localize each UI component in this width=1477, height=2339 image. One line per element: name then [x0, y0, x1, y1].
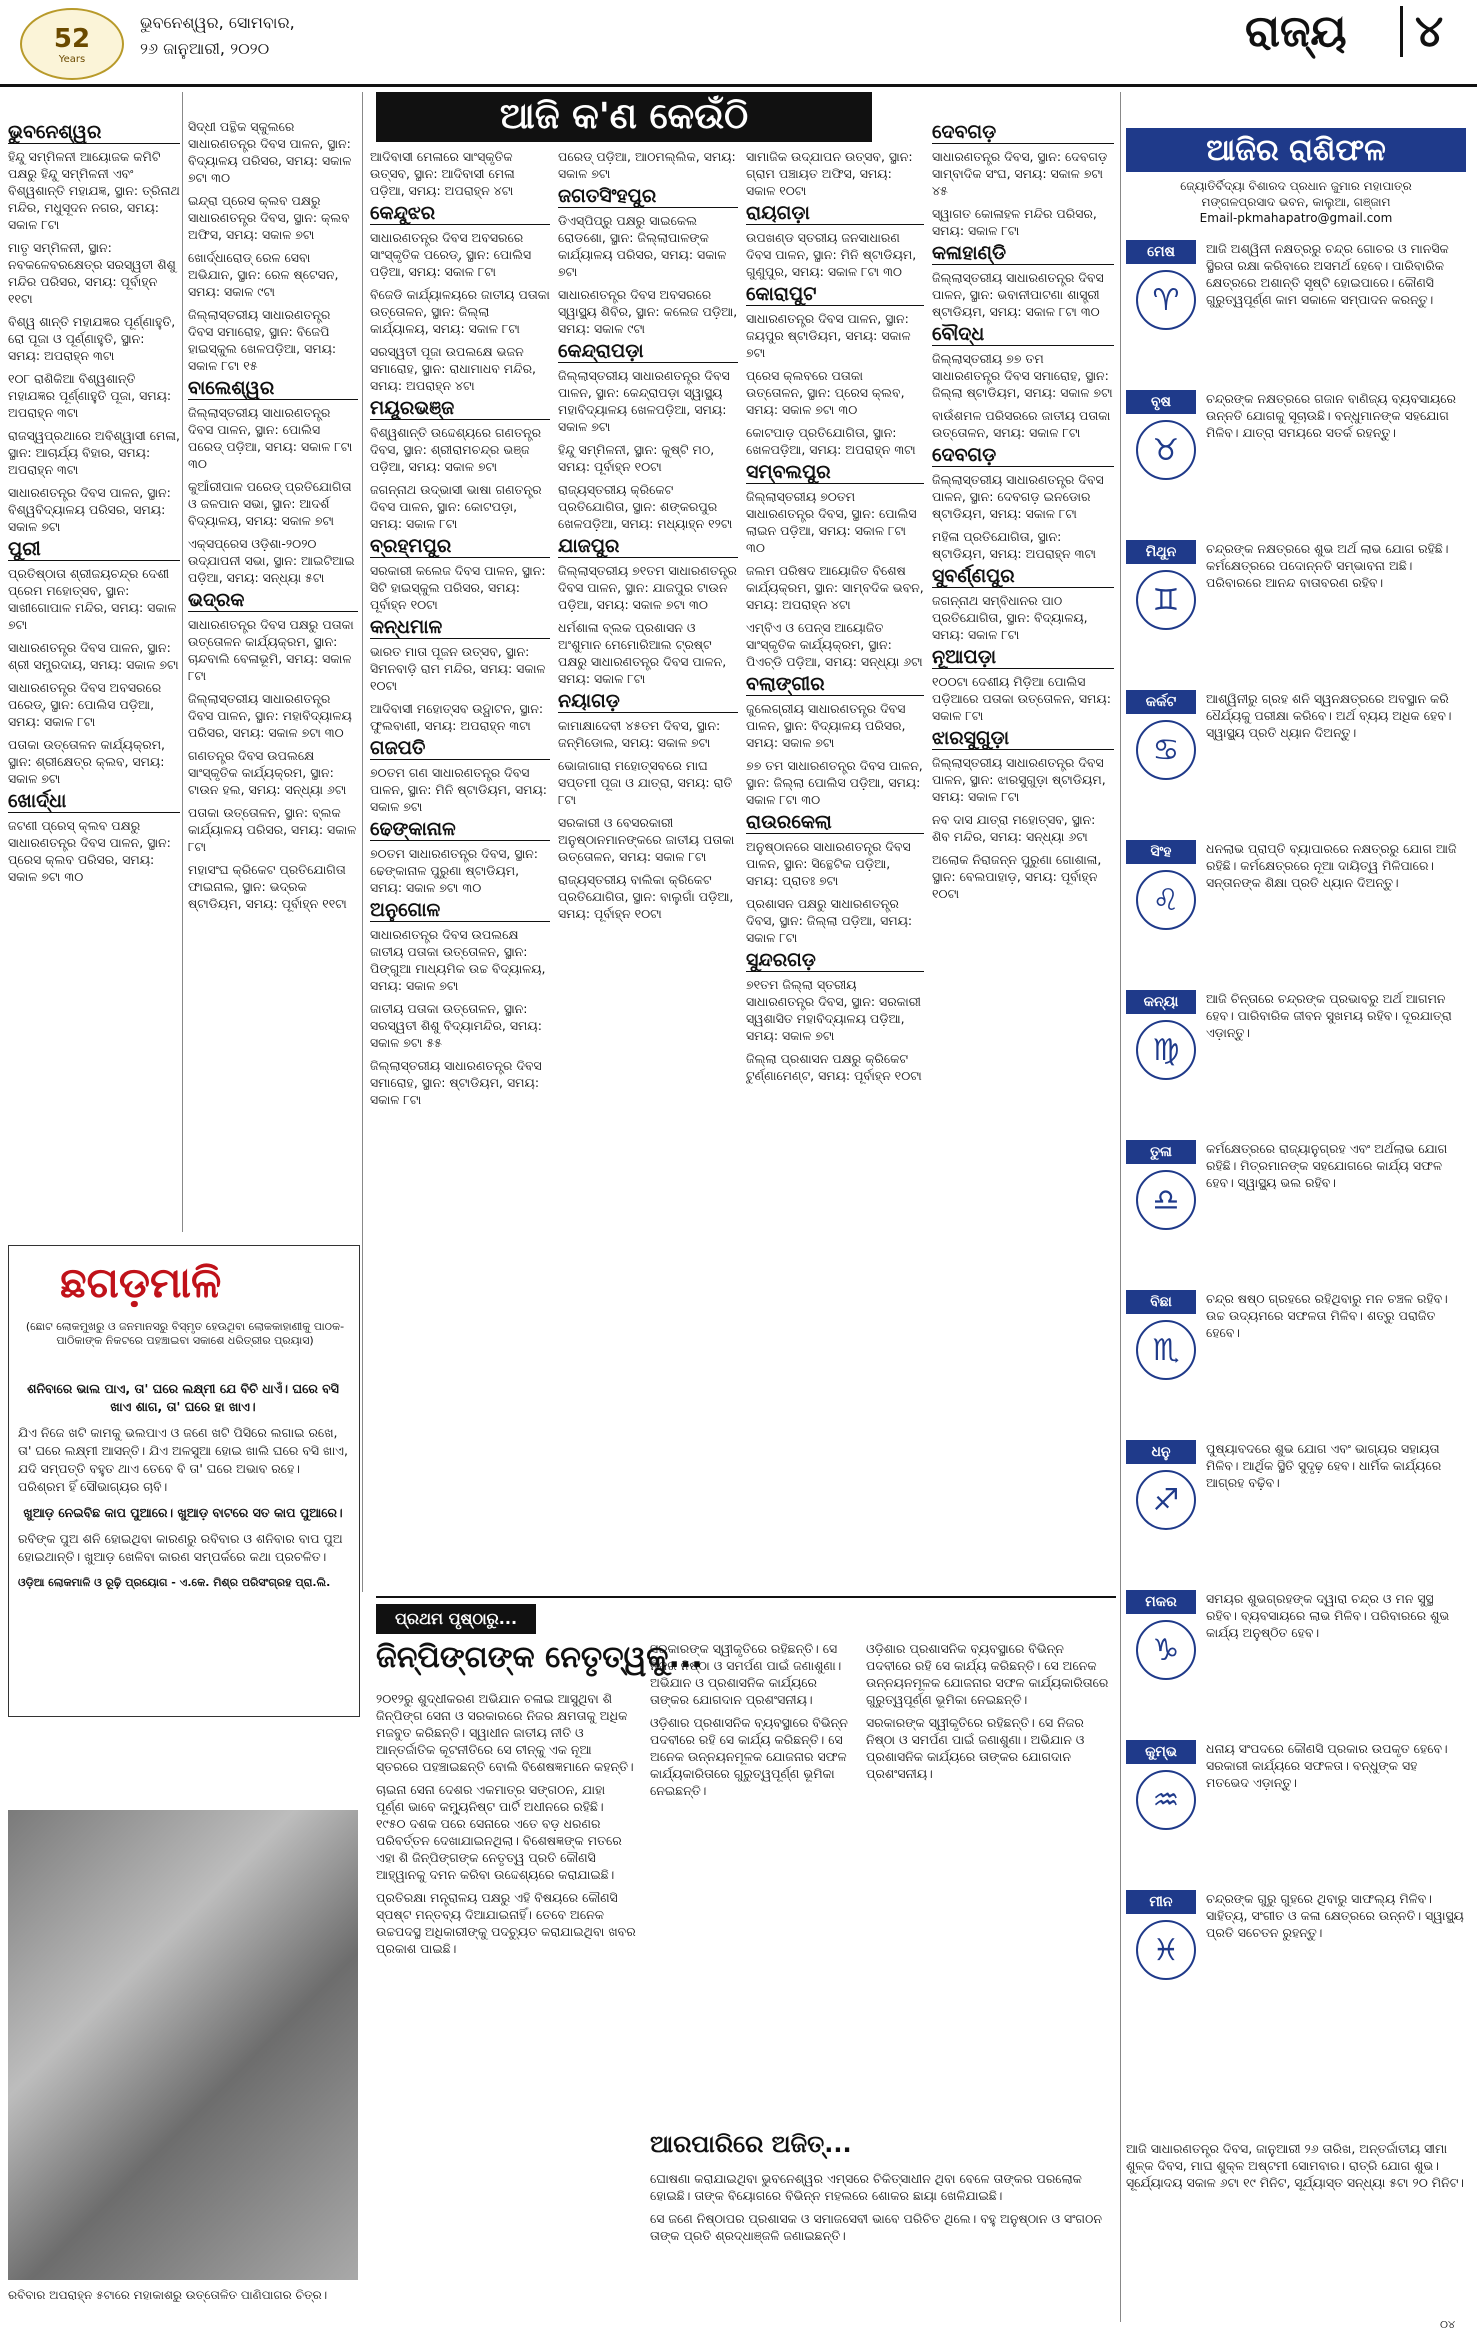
zodiac-symbol-icon: ♏: [1136, 1320, 1196, 1380]
zodiac-symbol-icon: ♈: [1136, 270, 1196, 330]
event-item: ଭାରତ ମାତା ପୂଜନ ଉତ୍ସବ, ସ୍ଥାନ: ସିମନବାଡ଼ି ରାମ ମନ୍ଦିର, ସମୟ: ସକାଳ ୧୦ଟା: [370, 644, 546, 693]
city-heading: ନୟାଗଡ଼: [558, 693, 738, 713]
zodiac-symbol-icon: ♒: [1136, 1770, 1196, 1830]
side-paragraph: ଓଡ଼ିଶାର ପ୍ରଶାସନିକ ବ୍ୟବସ୍ଥାରେ ବିଭିନ୍ନ ପଦବୀରେ ରହି ସେ କାର୍ଯ୍ୟ କରିଛନ୍ତି। ସେ ଅନେକ ଉନ୍ନୟନମୂଳକ ଯୋଜନାର ସଫଳ କାର୍ଯ୍ୟକାରିତାରେ ଗୁରୁତ୍ୱପୂର୍ଣ୍ଣ ଭୂମିକା ନେଇଛନ୍ତି।: [650, 1715, 848, 1798]
zodiac-symbol-icon: ♐: [1136, 1470, 1196, 1530]
event-item: ଜିଲ୍ଲାସ୍ତରୀୟ ସାଧାରଣତନ୍ତ୍ର ଦିବସ ସମାରୋହ, ସ୍ଥାନ: ବିଜେପି ହାଇସ୍କୁଲ ଖେଳପଡ଼ିଆ, ସମୟ: ସକାଳ ୮ଟା ୧୫: [188, 307, 337, 373]
zodiac-entry: [1126, 1140, 1466, 1270]
second-paragraph: ସେ ଜଣେ ନିଷ୍ଠାପର ପ୍ରଶାସକ ଓ ସମାଜସେବୀ ଭାବେ ପରିଚିତ ଥିଲେ। ବହୁ ଅନୁଷ୍ଠାନ ଓ ସଂଗଠନ ତାଙ୍କ ପ୍ରତି ଶ୍ରଦ୍ଧାଞ୍ଜଳି ଜଣାଇଛନ୍ତି।: [650, 2211, 1102, 2243]
zodiac-forecast: ଧନଲାଭ ପ୍ରାପ୍ତି ବ୍ୟାପାରରେ ନକ୍ଷତ୍ରରୁ ଯୋଗ ଆଜି ରହିଛି। କର୍ମକ୍ଷେତ୍ରରେ ନୂଆ ଦାୟିତ୍ୱ ମିଳିପାରେ। ସନ୍ତାନଙ୍କ ଶିକ୍ଷା ପ୍ରତି ଧ୍ୟାନ ଦିଅନ୍ତୁ।: [1206, 841, 1457, 890]
event-item: ଉପଖଣ୍ଡ ସ୍ତରୀୟ ଜନସାଧାରଣ ଦିବସ ପାଳନ, ସ୍ଥାନ: ମିନି ଷ୍ଟାଡିୟମ, ଗୁଣୁପୁର, ସମୟ: ସକାଳ ୮ଟା ୩୦: [746, 230, 917, 279]
event-item: ସିଦ୍ଧୀ ପନ୍ଥିକ ସ୍କୁଲରେ ସାଧାରଣତନ୍ତ୍ର ଦିବସ ପାଳନ, ସ୍ଥାନ: ବିଦ୍ୟାଳୟ ପରିସର, ସମୟ: ସକାଳ ୭ଟା ୩୦: [188, 119, 352, 185]
column-divider: [1120, 92, 1121, 2322]
event-item: ଜଲମ ପରିଷଦ ଆୟୋଜିତ ବିଶେଷ କାର୍ଯ୍ୟକ୍ରମ, ସ୍ଥାନ: ସାମ୍ବଦିକ ଭବନ, ସମୟ: ଅପରାହ୍ନ ୪ଟା: [746, 563, 924, 612]
city-heading: କୋରାପୁଟ: [746, 286, 924, 306]
cartoon-body: [18, 1380, 348, 1592]
column-divider: [182, 92, 183, 1232]
zodiac-name: ମୀନ: [1126, 1890, 1196, 1914]
cartoon-credit: ଓଡ଼ିଆ ଲୋକମାଳି ଓ ରୂଢ଼ି ପ୍ରୟୋଗ - ଏ.କେ. ମିଶ୍ର ପରିସଂଗ୍ରହ ପ୍ରା.ଲି.: [18, 1576, 331, 1589]
zodiac-name: କର୍କଟ: [1126, 690, 1196, 714]
city-heading: ସୁବର୍ଣ୍ଣପୁର: [932, 568, 1114, 588]
city-heading: ଅନୁଗୋଳ: [370, 902, 550, 922]
event-item: ପତାକା ଉତ୍ତୋଳନ କାର୍ଯ୍ୟକ୍ରମ, ସ୍ଥାନ: ଶ୍ରୀକ୍ଷେତ୍ର କ୍ଲବ, ସମୟ: ସକାଳ ୭ଟା: [8, 737, 166, 786]
event-item: ସାଧାରଣତନ୍ତ୍ର ଦିବସ, ସ୍ଥାନ: ଦେବଗଡ଼ ସାମ୍ବାଦିକ ସଂଘ, ସମୟ: ସକାଳ ୭ଟା ୪୫: [932, 149, 1108, 198]
city-heading: ଖୋର୍ଦ୍ଧା: [8, 793, 180, 813]
event-item: ମାତୃ ସମ୍ମିଳନୀ, ସ୍ଥାନ: ନବକଳେବରକ୍ଷେତ୍ର ସରସ୍ୱତୀ ଶିଶୁ ମନ୍ଦିର ପରିସର, ସମୟ: ପୂର୍ବାହ୍ନ ୧୧ଟା: [8, 240, 176, 306]
zodiac-symbol-icon: ♍: [1136, 1020, 1196, 1080]
event-item: ଜିଲ୍ଲାସ୍ତରୀୟ ସାଧାରଣତନ୍ତ୍ର ଦିବସ ପାଳନ, ସ୍ଥାନ: ଭବାନୀପାଟଣା ଶାସ୍ତ୍ରୀ ଷ୍ଟାଡିୟମ, ସମୟ: ସକାଳ ୮ଟା ୩୦: [932, 270, 1104, 319]
event-item: ୭୭ ତମ ସାଧାରଣତନ୍ତ୍ର ଦିବସ ପାଳନ, ସ୍ଥାନ: ଜିଲ୍ଲା ପୋଲିସ ପଡ଼ିଆ, ସମୟ: ସକାଳ ୮ଟା ୩୦: [746, 758, 923, 807]
zodiac-entry: [1126, 1590, 1466, 1720]
story-paragraph: ୨୦୧୨ରୁ ଶୁଦ୍ଧୀକରଣ ଅଭିଯାନ ଚଳାଇ ଆସୁଥିବା ଶି ଜିନ୍‌ପିଙ୍ଗ ସେନା ଓ ସରକାରରେ ନିଜର କ୍ଷମତାକୁ ଅଧିକ ମଜବୁତ କରିଛନ୍ତି। ସ୍ୱାଧୀନ ଜାତୀୟ ନୀତି ଓ ଆନ୍ତର୍ଜାତିକ କୂଟନୀତିରେ ସେ ଚୀନ୍‌କୁ ଏକ ନୂଆ ସ୍ତରରେ ପହଞ୍ଚାଇଛନ୍ତି ବୋଲି ବିଶେଷଜ୍ଞମାନେ କହନ୍ତି।: [376, 1691, 634, 1774]
event-item: ଜିଲ୍ଲାସ୍ତରୀୟ ୭୭ ତମ ସାଧାରଣତନ୍ତ୍ର ଦିବସ ସମାରୋହ, ସ୍ଥାନ: ଜିଲ୍ଲା ଷ୍ଟାଡିୟମ, ସମୟ: ସକାଳ ୭ଟା: [932, 351, 1113, 400]
event-item: ସାଧାରଣତନ୍ତ୍ର ଦିବସ ଅବସରରେ ସାଂସ୍କୃତିକ ପରେଡ୍, ସ୍ଥାନ: ପୋଲିସ ପଡ଼ିଆ, ସମୟ: ସକାଳ ୮ଟା: [370, 230, 532, 279]
event-item: ଜଟଣୀ ପ୍ରେସ୍ କ୍ଲବ ପକ୍ଷରୁ ସାଧାରଣତନ୍ତ୍ର ଦିବସ ପାଳନ, ସ୍ଥାନ: ପ୍ରେସ କ୍ଲବ ପରିସର, ସମୟ: ସକାଳ ୭ଟା ୩୦: [8, 818, 171, 884]
event-item: ରାଜସ୍ୱପ୍ରଥାରେ ଅବିଶ୍ୱାସୀ ମେଳା, ସ୍ଥାନ: ଆଚାର୍ଯ୍ୟ ବିହାର, ସମୟ: ଅପରାହ୍ନ ୩ଟା: [8, 428, 180, 477]
cartoon-title: ଛଗଡ଼ମାଳି: [60, 1258, 222, 1307]
event-item: ଜିଲ୍ଲାସ୍ତରୀୟ ସାଧାରଣତନ୍ତ୍ର ଦିବସ ପାଳନ, ସ୍ଥାନ: ଝାରସୁଗୁଡ଼ା ଷ୍ଟାଡିୟମ, ସମୟ: ସକାଳ ୮ଟା: [932, 755, 1106, 804]
events-column: [8, 118, 180, 1228]
event-item: ଜାତୀୟ ପତାକା ଉତ୍ତୋଳନ, ସ୍ଥାନ: ସରସ୍ୱତୀ ଶିଶୁ ବିଦ୍ୟାମନ୍ଦିର, ସମୟ: ସକାଳ ୭ଟା ୫୫: [370, 1001, 542, 1050]
zodiac-forecast: ପୁଷ୍ୟାବଦରେ ଶୁଭ ଯୋଗ ଏବଂ ଭାଗ୍ୟର ସହାୟତା ମିଳିବ। ଆର୍ଥିକ ସ୍ଥିତି ସୁଦୃଢ଼ ହେବ। ଧାର୍ମିକ କାର୍ଯ୍ୟରେ ଆଗ୍ରହ ବଢ଼ିବ।: [1206, 1441, 1442, 1490]
date-line-1: ଭୁବନେଶ୍ୱର, ସୋମବାର,: [140, 13, 295, 32]
event-item: ସାଧାରଣତନ୍ତ୍ର ଦିବସ ପାଳନ, ସ୍ଥାନ: ଶ୍ରୀ ସମ୍ପ୍ରଦାୟ, ସମୟ: ସକାଳ ୭ଟା: [8, 640, 179, 672]
zodiac-forecast: ଚନ୍ଦ୍ର ଷଷ୍ଠ ଗ୍ରହରେ ରହିଥିବାରୁ ମନ ଚଞ୍ଚଳ ରହିବ। ଉଚ୍ଚ ଉଦ୍ୟମରେ ସଫଳତା ମିଳିବ। ଶତ୍ରୁ ପରାଜିତ ହେବେ।: [1206, 1291, 1448, 1340]
event-item: ପ୍ରେସ କ୍ଲବରେ ପତାକା ଉତ୍ତୋଳନ, ସ୍ଥାନ: ପ୍ରେସ କ୍ଲବ, ସମୟ: ସକାଳ ୭ଟା ୩୦: [746, 368, 905, 417]
city-heading: ଦେବଗଡ଼: [932, 124, 1114, 144]
event-item: ସରକାରୀ ଓ ବେସରକାରୀ ଅନୁଷ୍ଠାନମାନଙ୍କରେ ଜାତୀୟ ପତାକା ଉତ୍ତୋଳନ, ସମୟ: ସକାଳ ୮ଟା: [558, 815, 735, 864]
event-item: ସାଧାରଣତନ୍ତ୍ର ଦିବସ ଅବସରରେ ପରେଡ୍, ସ୍ଥାନ: ପୋଲିସ ପଡ଼ିଆ, ସମୟ: ସକାଳ ୮ଟା: [8, 680, 162, 729]
zodiac-name: ମେଷ: [1126, 240, 1196, 264]
side-story-column: [650, 1640, 850, 2120]
zodiac-name: ବିଛା: [1126, 1290, 1196, 1314]
zodiac-symbol-icon: ♋: [1136, 720, 1196, 780]
zodiac-forecast: ସମୟର ଶୁଭଗ୍ରହଙ୍କ ଦ୍ୱାରା ଚନ୍ଦ୍ର ଓ ମନ ସୁସ୍ଥ ରହିବ। ବ୍ୟବସାୟରେ ଲାଭ ମିଳିବ। ପରିବାରରେ ଶୁଭ କାର୍ଯ୍ୟ ଅନୁଷ୍ଠିତ ହେବ।: [1206, 1591, 1450, 1640]
logo-text: Years: [58, 53, 86, 65]
city-heading: କନ୍ଧମାଳ: [370, 619, 550, 639]
rashifal-title: ଆଜିର ରାଶିଫଳ: [1126, 128, 1466, 172]
event-item: ଜିଲ୍ଲାସ୍ତରୀୟ ୭୧ତମ ସାଧାରଣତନ୍ତ୍ର ଦିବସ ପାଳନ, ସ୍ଥାନ: ଯାଜପୁର ଟାଉନ ପଡ଼ିଆ, ସମୟ: ସକାଳ ୭ଟା ୩୦: [558, 563, 737, 612]
event-item: ଜୁଲେଗ୍ରୀୟ ସାଧାରଣତନ୍ତ୍ର ଦିବସ ପାଳନ, ସ୍ଥାନ: ବିଦ୍ୟାଳୟ ପରିସର, ସମୟ: ସକାଳ ୭ଟା: [746, 701, 906, 750]
city-heading: ରାଉରକେଲା: [746, 814, 924, 834]
event-item: ଖୋର୍ଦ୍ଧାରୋଡ୍ ରେଳ ସେବା ଅଭିଯାନ, ସ୍ଥାନ: ରେଳ ଷ୍ଟେସନ, ସମୟ: ସକାଳ ୯ଟା: [188, 250, 339, 299]
city-heading: ରାୟଗଡ଼ା: [746, 205, 924, 225]
event-item: ରାଜ୍ୟସ୍ତରୀୟ ବାଲିକା କ୍ରିକେଟ ପ୍ରତିଯୋଗିତା, ସ୍ଥାନ: ବାଲୁଗାଁ ପଡ଼ିଆ, ସମୟ: ପୂର୍ବାହ୍ନ ୧୦ଟା: [558, 872, 734, 921]
city-heading: ଗଜପତି: [370, 740, 550, 760]
zodiac-name: ମିଥୁନ: [1126, 540, 1196, 564]
event-item: ମହାସଂଘ କ୍ରିକେଟ ପ୍ରତିଯୋଗିତା ଫାଇନାଲ, ସ୍ଥାନ: ଭଦ୍ରକ ଷ୍ଟାଡିୟମ, ସମୟ: ପୂର୍ବାହ୍ନ ୧୧ଟା: [188, 862, 347, 911]
event-item: ପରେଡ୍ ପଡ଼ିଆ, ଆଠମଲ୍ଲିକ, ସମୟ: ସକାଳ ୭ଟା: [558, 149, 736, 181]
rashifal-byline: [1126, 178, 1466, 226]
event-item: ଜିଲ୍ଲାସ୍ତରୀୟ ସାଧାରଣତନ୍ତ୍ର ଦିବସ ପାଳନ, ସ୍ଥାନ: କେନ୍ଦ୍ରାପଡ଼ା ସ୍ୱାସ୍ଥ୍ୟ ମହାବିଦ୍ୟାଳୟ ଖେଳପଡ଼ିଆ, ସମୟ: ସକାଳ ୭ଟା: [558, 368, 730, 434]
side-paragraph: ସରକାରଙ୍କ ସ୍ୱୀକୃତିରେ ରହିଛନ୍ତି। ସେ ନିଜର ନିଷ୍ଠା ଓ ସମର୍ପଣ ପାଇଁ ଜଣାଶୁଣା। ଅଭିଯାନ ଓ ପ୍ରଶାସନିକ କାର୍ଯ୍ୟରେ ତାଙ୍କର ଯୋଗଦାନ ପ୍ରଶଂସନୀୟ।: [866, 1715, 1085, 1781]
zodiac-forecast: ଧନାୟ ସଂପଦରେ କୌଣସି ପ୍ରକାର ଉପକୃତ ହେବେ। ସରକାରୀ କାର୍ଯ୍ୟରେ ସଫଳତା। ବନ୍ଧୁଙ୍କ ସହ ମତଭେଦ ଏଡ଼ାନ୍ତୁ।: [1206, 1741, 1448, 1790]
city-heading: ଝାରସୁଗୁଡ଼ା: [932, 730, 1114, 750]
event-item: କୋଟପାଡ଼ ପ୍ରତିଯୋଗିତା, ସ୍ଥାନ: ଖେଳପଡ଼ିଆ, ସମୟ: ଅପରାହ୍ନ ୩ଟା: [746, 425, 916, 457]
city-heading: ସୁନ୍ଦରଗଡ଼: [746, 952, 924, 972]
story-paragraph: ପ୍ରତିରକ୍ଷା ମନ୍ତ୍ରାଳୟ ପକ୍ଷରୁ ଏହି ବିଷୟରେ କୌଣସି ସ୍ପଷ୍ଟ ମନ୍ତବ୍ୟ ଦିଆଯାଇନାହିଁ। ତେବେ ଅନେକ ଉଚ୍ଚପଦସ୍ଥ ଅଧିକାରୀଙ୍କୁ ପଦଚ୍ୟୁତ କରାଯାଇଥିବା ଖବର ପ୍ରକାଶ ପାଇଛି।: [376, 1890, 636, 1956]
cartoon-text: ଯିଏ ନିଜେ ଖଟି କାମକୁ ଭଲପାଏ ଓ ଜଣେ ଖଟି ପିସିରେ ଲଗାଇ ରଖେ, ତା' ଘରେ ଲକ୍ଷ୍ମୀ ଆସନ୍ତି। ଯିଏ ଅଳସୁଆ ହୋଇ ଖାଲି ଘରେ ବସି ଖାଏ, ଯଦି ସମ୍ପତ୍ତି ବହୁତ ଥାଏ ତେବେ ବି ତା' ଘରେ ଅଭାବ ରହେ। ପରିଶ୍ରମ ହିଁ ସୌଭାଗ୍ୟର ଚାବି।: [18, 1425, 348, 1494]
event-item: ସରକାରୀ କଲେଜ ଦିବସ ପାଳନ, ସ୍ଥାନ: ସିଟି ହାଇସ୍କୁଲ ପରିସର, ସମୟ: ପୂର୍ବାହ୍ନ ୧୦ଟା: [370, 563, 546, 612]
event-item: ରାଜ୍ୟସ୍ତରୀୟ କ୍ରିକେଟ ପ୍ରତିଯୋଗିତା, ସ୍ଥାନ: ଶଙ୍କରପୁର ଖେଳପଡ଼ିଆ, ସମୟ: ମଧ୍ୟାହ୍ନ ୧୨ଟା: [558, 482, 733, 531]
zodiac-forecast: ଚନ୍ଦ୍ରଙ୍କ ନକ୍ଷତ୍ରରେ ଶୁଭ ଅର୍ଥ ଲାଭ ଯୋଗ ରହିଛି। କର୍ମକ୍ଷେତ୍ରରେ ପଦୋନ୍ନତି ସମ୍ଭାବନା ଅଛି। ପରିବାରରେ ଆନନ୍ଦ ବାତାବରଣ ରହିବ।: [1206, 541, 1449, 590]
zodiac-entry: [1126, 690, 1466, 820]
event-item: ଜଗନ୍ନାଥ ସମ୍ବିଧାନର ପାଠ ପ୍ରତିଯୋଗିତା, ସ୍ଥାନ: ବିଦ୍ୟାଳୟ, ସମୟ: ସକାଳ ୮ଟା: [932, 593, 1088, 642]
city-heading: ଦେବଗଡ଼: [932, 447, 1114, 467]
event-item: ଜିଲ୍ଲାସ୍ତରୀୟ ସାଧାରଣତନ୍ତ୍ର ଦିବସ ପାଳନ, ସ୍ଥାନ: ଦେବଗଡ଼ ଇନଡୋର ଷ୍ଟାଡିୟମ, ସମୟ: ସକାଳ ୮ଟା: [932, 472, 1104, 521]
event-item: ସାଧାରଣତନ୍ତ୍ର ଦିବସ ପାଳନ, ସ୍ଥାନ: ଜୟପୁର ଷ୍ଟାଡିୟମ, ସମୟ: ସକାଳ ୭ଟା: [746, 311, 911, 360]
zodiac-entry: [1126, 990, 1466, 1120]
event-item: ଏମ୍ବିଏ ଓ ପେନ୍ସ ଆୟୋଜିତ ସାଂସ୍କୃତିକ କାର୍ଯ୍ୟକ୍ରମ, ସ୍ଥାନ: ପିଏଚ୍ଡି ପଡ଼ିଆ, ସମୟ: ସନ୍ଧ୍ୟା ୬ଟା: [746, 620, 923, 669]
city-heading: ସମ୍ବଲପୁର: [746, 464, 924, 484]
event-item: ମହିଳା ପ୍ରତିଯୋଗିତା, ସ୍ଥାନ: ଷ୍ଟାଡିୟମ, ସମୟ: ଅପରାହ୍ନ ୩ଟା: [932, 529, 1096, 561]
city-heading: ଭଦ୍ରକ: [188, 592, 358, 612]
event-item: ବିଶ୍ୱ ଶାନ୍ତି ମହାଯଜ୍ଞର ପୂର୍ଣ୍ଣାହୁତି, ରୋ ପୂଜା ଓ ପୂର୍ଣ୍ଣାହୁତି, ସ୍ଥାନ: ସମୟ: ଅପରାହ୍ନ ୩ଟା: [8, 314, 176, 363]
event-item: ଜିଲ୍ଲାସ୍ତରୀୟ ୭୦ତମ ସାଧାରଣତନ୍ତ୍ର ଦିବସ, ସ୍ଥାନ: ପୋଲିସ ଲାଇନ ପଡ଼ିଆ, ସମୟ: ସକାଳ ୮ଟା ୩୦: [746, 489, 917, 555]
column-divider: [362, 92, 363, 1592]
event-item: ସାଧାରଣତନ୍ତ୍ର ଦିବସ ଉପଲକ୍ଷେ ଜାତୀୟ ପତାକା ଉତ୍ତୋଳନ, ସ୍ଥାନ: ପିଙ୍ଗୁଆ ମାଧ୍ୟମିକ ଉଚ୍ଚ ବିଦ୍ୟାଳୟ, ସମୟ: ସକାଳ ୭ଟା: [370, 927, 546, 993]
satellite-weather-image: [8, 1810, 358, 2280]
zodiac-name: କନ୍ୟା: [1126, 990, 1196, 1014]
zodiac-entry: [1126, 390, 1466, 520]
cartoon-text-2: ରବିଙ୍କ ପୁଅ ଶନି ହୋଇଥିବା କାରଣରୁ ରବିବାର ଓ ଶନିବାର ବାପ ପୁଅ ହୋଇଥାନ୍ତି। ଖୁଆଡ଼ ଖେଳିବା କାରଣ ସମ୍ପର୍କରେ କଥା ପ୍ରଚଳିତ।: [18, 1531, 343, 1564]
event-item: ଅନୁଷ୍ଠାନରେ ସାଧାରଣତନ୍ତ୍ର ଦିବସ ପାଳନ, ସ୍ଥାନ: ସିନ୍ଥେଟିକ ପଡ଼ିଆ, ସମୟ: ପ୍ରାତଃ ୭ଟା: [746, 839, 911, 888]
event-item: ବାଉଁଶମଳ ପରିସରରେ ଜାତୀୟ ପତାକା ଉତ୍ତୋଳନ, ସମୟ: ସକାଳ ୮ଟା: [932, 408, 1111, 440]
zodiac-symbol-icon: ♌: [1136, 870, 1196, 930]
city-heading: କେନ୍ଦ୍ରାପଡ଼ା: [558, 343, 738, 363]
zodiac-entry: [1126, 840, 1466, 970]
event-item: କାମାକ୍ଷାଦେବୀ ୪୫ତମ ଦିବସ, ସ୍ଥାନ: ଜନ୍ମିଡୋଲ, ସମୟ: ସକାଳ ୭ଟା: [558, 718, 721, 750]
city-heading: ବୌଦ୍ଧ: [932, 326, 1114, 346]
zodiac-entry: [1126, 1740, 1466, 1870]
event-item: ଜିଲ୍ଲାସ୍ତରୀୟ ସାଧାରଣତନ୍ତ୍ର ଦିବସ ସମାରୋହ, ସ୍ଥାନ: ଷ୍ଟାଡିୟମ, ସମୟ: ସକାଳ ୮ଟା: [370, 1058, 542, 1107]
zodiac-entry: [1126, 240, 1466, 370]
city-heading: ଭୁବନେଶ୍ୱର: [8, 124, 180, 144]
side-paragraph: ସରକାରଙ୍କ ସ୍ୱୀକୃତିରେ ରହିଛନ୍ତି। ସେ ନିଜର ନିଷ୍ଠା ଓ ସମର୍ପଣ ପାଇଁ ଜଣାଶୁଣା। ଅଭିଯାନ ଓ ପ୍ରଶାସନିକ କାର୍ଯ୍ୟରେ ତାଙ୍କର ଯୋଗଦାନ ପ୍ରଶଂସନୀୟ।: [650, 1641, 842, 1707]
zodiac-forecast: ଚନ୍ଦ୍ରଙ୍କ ଗୁରୁ ଗୁହରେ ଥିବାରୁ ସାଫଲ୍ୟ ମିଳିବ। ସାହିତ୍ୟ, ସଂଗୀତ ଓ କଳା କ୍ଷେତ୍ରରେ ଉନ୍ନତି। ସ୍ୱାସ୍ଥ୍ୟ ପ୍ରତି ସଚେତନ ରୁହନ୍ତୁ।: [1206, 1891, 1464, 1940]
story-headline: ଜିନ୍‌ପିଙ୍ଗଙ୍କ ନେତୃତ୍ୱକୁ...: [376, 1640, 703, 1675]
byline-name: ଜ୍ୟୋତିର୍ବିଦ୍ୟା ବିଶାରଦ ପ୍ରଧାନ ଜୁମାର ମହାପାତ୍ର: [1180, 179, 1412, 193]
events-column: [746, 148, 924, 1558]
event-item: ୧୦୦ଟା ଦେଶୀୟ ମିଡ଼ିଆ ପୋଲିସ ପଡ଼ିଆରେ ପତାକା ଉତ୍ତୋଳନ, ସମୟ: ସକାଳ ୮ଟା: [932, 674, 1111, 723]
zodiac-symbol-icon: ♎: [1136, 1170, 1196, 1230]
byline-address: ମଙ୍ଗଳପ୍ରସାଦ ଭବନ, କାଲୁଆ, ଗଞ୍ଜାମ: [1201, 195, 1391, 209]
city-heading: ଢେଙ୍କାନାଳ: [370, 821, 550, 841]
zodiac-entry: [1126, 1290, 1466, 1420]
event-item: ସାଧାରଣତନ୍ତ୍ର ଦିବସ ପାଳନ, ସ୍ଥାନ: ବିଶ୍ୱବିଦ୍ୟାଳୟ ପରିସର, ସମୟ: ସକାଳ ୭ଟା: [8, 485, 171, 534]
event-item: ଏକ୍ସପ୍ରେସ ଓଡ଼ିଶା-୨୦୨୦ ଉଦ୍ଯାପନୀ ସଭା, ସ୍ଥାନ: ଆଇଟିଆଇ ପଡ଼ିଆ, ସମୟ: ସନ୍ଧ୍ୟା ୫ଟା: [188, 536, 355, 585]
event-item: ଡିଏସ୍ପିପ୍ରୁ ପକ୍ଷରୁ ସାଇକେଲ ରୋଡଶୋ, ସ୍ଥାନ: ଜିଲ୍ଲାପାଳଙ୍କ କାର୍ଯ୍ୟାଳୟ ପରିସର, ସମୟ: ସକାଳ ୭ଟା: [558, 213, 727, 279]
zodiac-name: ମକର: [1126, 1590, 1196, 1614]
event-item: ଧର୍ମଶାଳା ବ୍ଲକ ପ୍ରଶାସନ ଓ ଅଂଶୁମାନ ମେମୋରିଆଲ ଟ୍ରଷ୍ଟ ପକ୍ଷରୁ ସାଧାରଣତନ୍ତ୍ର ଦିବସ ପାଳନ, ସମୟ: ସକାଳ ୮ଟା: [558, 620, 727, 686]
section-title: ରାଜ୍ୟ: [1245, 6, 1347, 57]
second-story-column: [650, 2170, 1110, 2310]
event-item: ଭୋଜାଗାରା ମହୋତ୍ସବରେ ମାଘ ସପ୍ତମୀ ପୂଜା ଓ ଯାତ୍ରା, ସମୟ: ରାତି ୮ଟା: [558, 758, 733, 807]
city-heading: ପୁରୀ: [8, 541, 180, 561]
side-story-column-2: [866, 1640, 1112, 2120]
event-item: ଜିଲ୍ଲାସ୍ତରୀୟ ସାଧାରଣତନ୍ତ୍ର ଦିବସ ପାଳନ, ସ୍ଥାନ: ମହାବିଦ୍ୟାଳୟ ପରିସର, ସମୟ: ସକାଳ ୭ଟା ୩୦: [188, 691, 352, 740]
header-rule: [0, 84, 1477, 87]
zodiac-name: କୁମ୍ଭ: [1126, 1740, 1196, 1764]
event-item: ଆଦିବାସୀ ମେଳାରେ ସାଂସ୍କୃତିକ ଉତ୍ସବ, ସ୍ଥାନ: ଆଦିବାସୀ ମେଳା ପଡ଼ିଆ, ସମୟ: ଅପରାହ୍ନ ୪ଟା: [370, 149, 515, 198]
event-item: ସାଧାରଣତନ୍ତ୍ର ଦିବସ ଅବସରରେ ସ୍ୱାସ୍ଥ୍ୟ ଶିବିର, ସ୍ଥାନ: କଲେଜ ପଡ଼ିଆ, ସମୟ: ସକାଳ ୯ଟା: [558, 287, 738, 336]
event-item: ଇନ୍ଦ୍ରା ପ୍ରେସ କ୍ଲବ ପକ୍ଷରୁ ସାଧାରଣତନ୍ତ୍ର ଦିବସ, ସ୍ଥାନ: କ୍ଲବ ଅଫିସ, ସମୟ: ସକାଳ ୭ଟା: [188, 193, 350, 242]
newspaper-logo: [20, 8, 124, 80]
event-item: କୁଆଁରୀପାଳ ପରେଡ୍ ପ୍ରତିଯୋଗିତା ଓ ଜଳପାନ ସଭା, ସ୍ଥାନ: ଆଦର୍ଶ ବିଦ୍ୟାଳୟ, ସମୟ: ସକାଳ ୭ଟା: [188, 479, 352, 528]
zodiac-forecast: କର୍ମକ୍ଷେତ୍ରରେ ରାଜ୍ୟାନୁଗ୍ରହ ଏବଂ ଅର୍ଥଲାଭ ଯୋଗ ରହିଛି। ମିତ୍ରମାନଙ୍କ ସହଯୋଗରେ କାର୍ଯ୍ୟ ସଫଳ ହେବ। ସ୍ୱାସ୍ଥ୍ୟ ଭଲ ରହିବ।: [1206, 1141, 1448, 1190]
zodiac-symbol-icon: ♑: [1136, 1620, 1196, 1680]
zodiac-name: ସିଂହ: [1126, 840, 1196, 864]
event-item: ବିଜେଡି କାର୍ଯ୍ୟାଳୟରେ ଜାତୀୟ ପତାକା ଉତ୍ତୋଳନ, ସ୍ଥାନ: ଜିଲ୍ଲା କାର୍ଯ୍ୟାଳୟ, ସମୟ: ସକାଳ ୮ଟା: [370, 287, 550, 336]
byline-email: Email-pkmahapatro@gmail.com: [1199, 211, 1393, 225]
events-column: [558, 148, 738, 1558]
page-number: ୪: [1400, 6, 1477, 57]
zodiac-entry: [1126, 1890, 1466, 2020]
city-heading: ଯାଜପୁର: [558, 538, 738, 558]
event-item: ପ୍ରତିଷ୍ଠାତା ଶ୍ରୀଜୟଚନ୍ଦ୍ର ଦେଶୀ ପ୍ରେମ ମହୋତ୍ସବ, ସ୍ଥାନ: ସାଖୀଗୋପାଳ ମନ୍ଦିର, ସମୟ: ସକାଳ ୭ଟା: [8, 566, 177, 632]
zodiac-name: ବୃଷ: [1126, 390, 1196, 414]
event-item: ଜିଲ୍ଲା ପ୍ରଶାସନ ପକ୍ଷରୁ କ୍ରିକେଟ ଟୁର୍ଣ୍ଣାମେଣ୍ଟ, ସମୟ: ପୂର୍ବାହ୍ନ ୧୦ଟା: [746, 1051, 922, 1083]
city-heading: ବାଲେଶ୍ୱର: [188, 380, 358, 400]
event-item: ପ୍ରଶାସନ ପକ୍ଷରୁ ସାଧାରଣତନ୍ତ୍ର ଦିବସ, ସ୍ଥାନ: ଜିଲ୍ଲା ପଡ଼ିଆ, ସମୟ: ସକାଳ ୮ଟା: [746, 896, 913, 945]
logo-number: 52: [53, 23, 91, 54]
event-item: ସ୍ୱାଗତ କୋଳାହଳ ମନ୍ଦିର ପରିସର, ସମୟ: ସକାଳ ୮ଟା: [932, 206, 1097, 238]
satellite-caption: ରବିବାର ଅପରାହ୍ନ ୫ଟାରେ ମହାକାଶରୁ ଉତ୍ତୋଳିତ ପାଣିପାଗର ଚିତ୍ର।: [8, 2288, 328, 2302]
second-paragraph: ଘୋଷଣା କରାଯାଇଥିବା ଭୁବନେଶ୍ୱର ଏମ୍ସରେ ଚିକିତ୍ସାଧୀନ ଥିବା ବେଳେ ତାଙ୍କର ପରଲୋକ ହୋଇଛି। ତାଙ୍କ ବିୟୋଗରେ ବିଭିନ୍ନ ମହଲରେ ଶୋକର ଛାୟା ଖେଳିଯାଇଛି।: [650, 2171, 1082, 2203]
page-corner-number: ୦୪: [1440, 2318, 1456, 2331]
cartoon-subtitle: (ଛୋଟ ଲୋକମୁଖରୁ ଓ ଜନମାନସରୁ ବିସ୍ମୃତ ହେଉଥିବା ଲୋକକାହାଣୀକୁ ପାଠକ-ପାଠିକାଙ୍କ ନିକଟରେ ପହଞ୍ଚାଇବା ସକାଶେ ଧରିତ୍ରୀର ପ୍ରୟାସ): [25, 1320, 345, 1347]
event-item: ହିନ୍ଦୁ ସମ୍ମିଳନୀ, ସ୍ଥାନ: କୁଷ୍ଟି ମଠ, ସମୟ: ପୂର୍ବାହ୍ନ ୧୦ଟା: [558, 442, 715, 474]
side-paragraph: ଓଡ଼ିଶାର ପ୍ରଶାସନିକ ବ୍ୟବସ୍ଥାରେ ବିଭିନ୍ନ ପଦବୀରେ ରହି ସେ କାର୍ଯ୍ୟ କରିଛନ୍ତି। ସେ ଅନେକ ଉନ୍ନୟନମୂଳକ ଯୋଜନାର ସଫଳ କାର୍ଯ୍ୟକାରିତାରେ ଗୁରୁତ୍ୱପୂର୍ଣ୍ଣ ଭୂମିକା ନେଇଛନ୍ତି।: [866, 1641, 1109, 1707]
city-heading: ନୂଆପଡ଼ା: [932, 649, 1114, 669]
panchang-note: ଆଜି ସାଧାରଣତନ୍ତ୍ର ଦିବସ, ଜାନୁଆରୀ ୨୬ ତାରିଖ, ଅନ୍ତର୍ଜାତୀୟ ସୀମା ଶୁଳ୍କ ଦିବସ, ମାଘ ଶୁକ୍ଳ ଅଷ୍ଟମୀ ସୋମବାର। ରାତ୍ରି ଯୋଗ ଶୁଭ। ସୂର୍ଯ୍ୟୋଦୟ ସକାଳ ୬ଟା ୧୯ ମିନିଟ, ସୂର୍ଯ୍ୟାସ୍ତ ସନ୍ଧ୍ୟା ୫ଟା ୨୦ ମିନିଟ।: [1126, 2141, 1464, 2190]
events-banner: ଆଜି କ'ଣ କେଉଁଠି: [376, 92, 872, 142]
story-paragraph: ଚାଇନା ସେନା ଦେଶର ଏକମାତ୍ର ସଙ୍ଗଠନ, ଯାହା ପୂର୍ଣ୍ଣ ଭାବେ କମ୍ୟୁନିଷ୍ଟ ପାର୍ଟି ଅଧୀନରେ ରହିଛି। ୧୯୫୦ ଦଶକ ପରେ ସେନାରେ ଏତେ ବଡ଼ ଧରଣର ପରିବର୍ତ୍ତନ ଦେଖାଯାଇନଥିଲା। ବିଶେଷଜ୍ଞଙ୍କ ମତରେ ଏହା ଶି ଜିନ୍‌ପିଙ୍ଗଙ୍କ ନେତୃତ୍ୱ ପ୍ରତି କୌଣସି ଆହ୍ୱାନକୁ ଦମନ କରିବା ଉଦ୍ଦେଶ୍ୟରେ କରାଯାଇଛି।: [376, 1782, 622, 1882]
zodiac-symbol-icon: ♊: [1136, 570, 1196, 630]
event-item: ୭୦ତମ ସାଧାରଣତନ୍ତ୍ର ଦିବସ, ସ୍ଥାନ: ଢେଙ୍କାନାଳ ପୁରୁଣା ଷ୍ଟାଡିୟମ, ସମୟ: ସକାଳ ୭ଟା ୩୦: [370, 846, 539, 895]
event-item: ସାଧାରଣତନ୍ତ୍ର ଦିବସ ପକ୍ଷରୁ ପତାକା ଉତ୍ତୋଳନ କାର୍ଯ୍ୟକ୍ରମ, ସ୍ଥାନ: ଚାନ୍ଦବାଲି ବେଳାଭୂମି, ସମୟ: ସକାଳ ୮ଟା: [188, 617, 354, 683]
zodiac-symbol-icon: ♉: [1136, 420, 1196, 480]
city-heading: ବ୍ରହ୍ମପୁର: [370, 538, 550, 558]
zodiac-forecast: ଆଜି ଚିନ୍ତାରେ ଚନ୍ଦ୍ରଙ୍କ ପ୍ରଭାବରୁ ଅର୍ଥ ଆଗମନ ହେବ। ପାରିବାରିକ ଜୀବନ ସୁଖମୟ ରହିବ। ଦୂରଯାତ୍ରା ଏଡ଼ାନ୍ତୁ।: [1206, 991, 1452, 1040]
events-column: [188, 118, 358, 1228]
zodiac-entry: [1126, 1440, 1466, 1570]
event-item: ୧୦୮ ରାଶିକିଆ ବିଶ୍ୱଶାନ୍ତି ମହାଯଜ୍ଞର ପୂର୍ଣ୍ଣାହୁତି ପୂଜା, ସମୟ: ଅପରାହ୍ନ ୩ଟା: [8, 371, 172, 420]
event-item: ହିନ୍ଦୁ ସମ୍ମିଳନୀ ଆୟୋଜକ କମିଟି ପକ୍ଷରୁ ହିନ୍ଦୁ ସମ୍ମିଳନୀ ଏବଂ ବିଶ୍ୱଶାନ୍ତି ମହାଯଜ୍ଞ, ସ୍ଥାନ: ତ୍ରିନାଥ ମନ୍ଦିର, ମଧୁସୂଦନ ନଗର, ସମୟ: ସକାଳ ୮ଟା: [8, 149, 180, 232]
events-column: [370, 148, 550, 1558]
zodiac-name: ତୁଳା: [1126, 1140, 1196, 1164]
story-rule: [376, 1596, 1116, 1598]
header-date: [140, 10, 400, 62]
zodiac-symbol-icon: ♓: [1136, 1920, 1196, 1980]
zodiac-forecast: ଆଶ୍ୱିନୀରୁ ଗ୍ରହ ଶନି ସ୍ୱନକ୍ଷତ୍ରରେ ଅବସ୍ଥାନ କରି ଧୈର୍ଯ୍ୟକୁ ପରୀକ୍ଷା କରିବେ। ଅର୍ଥ ବ୍ୟୟ ଅଧିକ ହେବ। ସ୍ୱାସ୍ଥ୍ୟ ପ୍ରତି ଧ୍ୟାନ ଦିଅନ୍ତୁ।: [1206, 691, 1452, 740]
zodiac-name: ଧନୁ: [1126, 1440, 1196, 1464]
front-page-tag: ପ୍ରଥମ ପୃଷ୍ଠାରୁ...: [376, 1604, 536, 1634]
city-heading: କେନ୍ଦୁଝର: [370, 205, 550, 225]
event-item: ସରସ୍ୱତୀ ପୂଜା ଉପଲକ୍ଷେ ଭଜନ ସମାରୋହ, ସ୍ଥାନ: ରାଧାମାଧବ ମନ୍ଦିର, ସମୟ: ଅପରାହ୍ନ ୪ଟା: [370, 344, 537, 393]
city-heading: ବଲାଙ୍ଗୀର: [746, 676, 924, 696]
events-column: [932, 118, 1114, 1558]
event-item: ଜଗନ୍ନାଥ ଉଦ୍ଭାସୀ ଭାଷା ଗଣତନ୍ତ୍ର ଦିବସ ପାଳନ, ସ୍ଥାନ: କୋଟପଡ଼ା, ସମୟ: ସକାଳ ୮ଟା: [370, 482, 542, 531]
event-item: ୭୧ତମ ଜିଲ୍ଲା ସ୍ତରୀୟ ସାଧାରଣତନ୍ତ୍ର ଦିବସ, ସ୍ଥାନ: ସରକାରୀ ସ୍ୱଶାସିତ ମହାବିଦ୍ୟାଳୟ ପଡ଼ିଆ, ସମୟ: ସକାଳ ୭ଟା: [746, 977, 921, 1043]
cartoon-verse: ଶନିବାରେ ଭାଲ ପାଏ, ତା' ଘରେ ଲକ୍ଷ୍ମୀ ଯେ ବିଚି ଧାଏଁ। ଘରେ ବସି ଖାଏ ଶାଗ, ତା' ଘରେ ହା ଖାଏ।: [27, 1381, 339, 1414]
event-item: ବିଶ୍ୱଶାନ୍ତି ଉଦ୍ଦେଶ୍ୟରେ ଗଣତନ୍ତ୍ର ଦିବସ, ସ୍ଥାନ: ଶ୍ରୀରାମଚନ୍ଦ୍ର ଭଞ୍ଜ ପଡ଼ିଆ, ସମୟ: ସକାଳ ୭ଟା: [370, 425, 542, 474]
city-heading: କଳାହାଣ୍ଡି: [932, 245, 1114, 265]
event-item: ନବ ଦାସ ଯାତ୍ରା ମହୋତ୍ସବ, ସ୍ଥାନ: ଶିବ ମନ୍ଦିର, ସମୟ: ସନ୍ଧ୍ୟା ୬ଟା: [932, 812, 1096, 844]
event-item: ଅଲୋକ ନିରାଜନ୍ନ ପୁରୁଣା ଗୋଶାଳା, ସ୍ଥାନ: ବେଲପାହାଡ଼, ସମୟ: ପୂର୍ବାହ୍ନ ୧୦ଟା: [932, 852, 1102, 901]
city-heading: ଜଗତସିଂହପୁର: [558, 188, 738, 208]
event-item: ୭୦ତମ ଗଣ ସାଧାରଣତନ୍ତ୍ର ଦିବସ ପାଳନ, ସ୍ଥାନ: ମିନି ଷ୍ଟାଡିୟମ, ସମୟ: ସକାଳ ୭ଟା: [370, 765, 547, 814]
second-story-headline: ଆରପାରିରେ ଅଜିତ୍...: [650, 2130, 852, 2158]
date-line-2: ୨୬ ଜାନୁଆରୀ, ୨୦୨୦: [140, 39, 270, 58]
event-item: ଗଣତନ୍ତ୍ର ଦିବସ ଉପଲକ୍ଷେ ସାଂସ୍କୃତିକ କାର୍ଯ୍ୟକ୍ରମ, ସ୍ଥାନ: ଟାଉନ ହଲ, ସମୟ: ସନ୍ଧ୍ୟା ୬ଟା: [188, 748, 347, 797]
event-item: ପତାକା ଉତ୍ତୋଳନ, ସ୍ଥାନ: ବ୍ଲକ କାର୍ଯ୍ୟାଳୟ ପରିସର, ସମୟ: ସକାଳ ୮ଟା: [188, 805, 357, 854]
cartoon-verse-2: ଖୁଆଡ଼ ନେଇବିଛ କାପ ପୁଆରେ। ଖୁଆଡ଼ ବାଟରେ ସତ କାପ ପୁଆରେ।: [23, 1505, 343, 1520]
event-item: ସାମାଜିକ ଉଦ୍ଯାପନ ଉତ୍ସବ, ସ୍ଥାନ: ଗ୍ରାମ ପଞ୍ଚାୟତ ଅଫିସ, ସମୟ: ସକାଳ ୧୦ଟା: [746, 149, 913, 198]
zodiac-entry: [1126, 540, 1466, 670]
event-item: ଆଦିବାସୀ ମହୋତ୍ସବ ଉଦ୍ଘାଟନ, ସ୍ଥାନ: ଫୁଲବାଣୀ, ସମୟ: ଅପରାହ୍ନ ୩ଟା: [370, 701, 544, 733]
story-column: [376, 1690, 636, 2310]
zodiac-forecast: ଚନ୍ଦ୍ରଙ୍କ ନକ୍ଷତ୍ରରେ ଗଜାନ ବାଣିଜ୍ୟ ବ୍ୟବସାୟରେ ଉନ୍ନତି ଯୋଗକୁ ସୂଚାଉଛି। ବନ୍ଧୁମାନଙ୍କ ସହଯୋଗ ମିଳିବ। ଯାତ୍ରା ସମୟରେ ସତର୍କ ରହନ୍ତୁ।: [1206, 391, 1456, 440]
event-item: ଜିଲ୍ଲାସ୍ତରୀୟ ସାଧାରଣତନ୍ତ୍ର ଦିବସ ପାଳନ, ସ୍ଥାନ: ପୋଲିସ ପରେଡ୍ ପଡ଼ିଆ, ସମୟ: ସକାଳ ୮ଟା ୩୦: [188, 405, 353, 471]
city-heading: ମୟୂରଭଞ୍ଜ: [370, 400, 550, 420]
zodiac-forecast: ଆଜି ଅଶ୍ୱିନୀ ନକ୍ଷତ୍ରରୁ ଚନ୍ଦ୍ର ଗୋଚର ଓ ମାନସିକ ସ୍ଥିରତା ରକ୍ଷା କରିବାରେ ଅସମର୍ଥ ହେବେ। ପାରିବାରିକ କ୍ଷେତ୍ରରେ ଅଶାନ୍ତି ସୃଷ୍ଟି ହୋଇପାରେ। କୌଣସି ଗୁରୁତ୍ୱପୂର୍ଣ୍ଣ କାମ ସକାଳେ ସମ୍ପାଦନ କରନ୍ତୁ।: [1206, 241, 1449, 307]
